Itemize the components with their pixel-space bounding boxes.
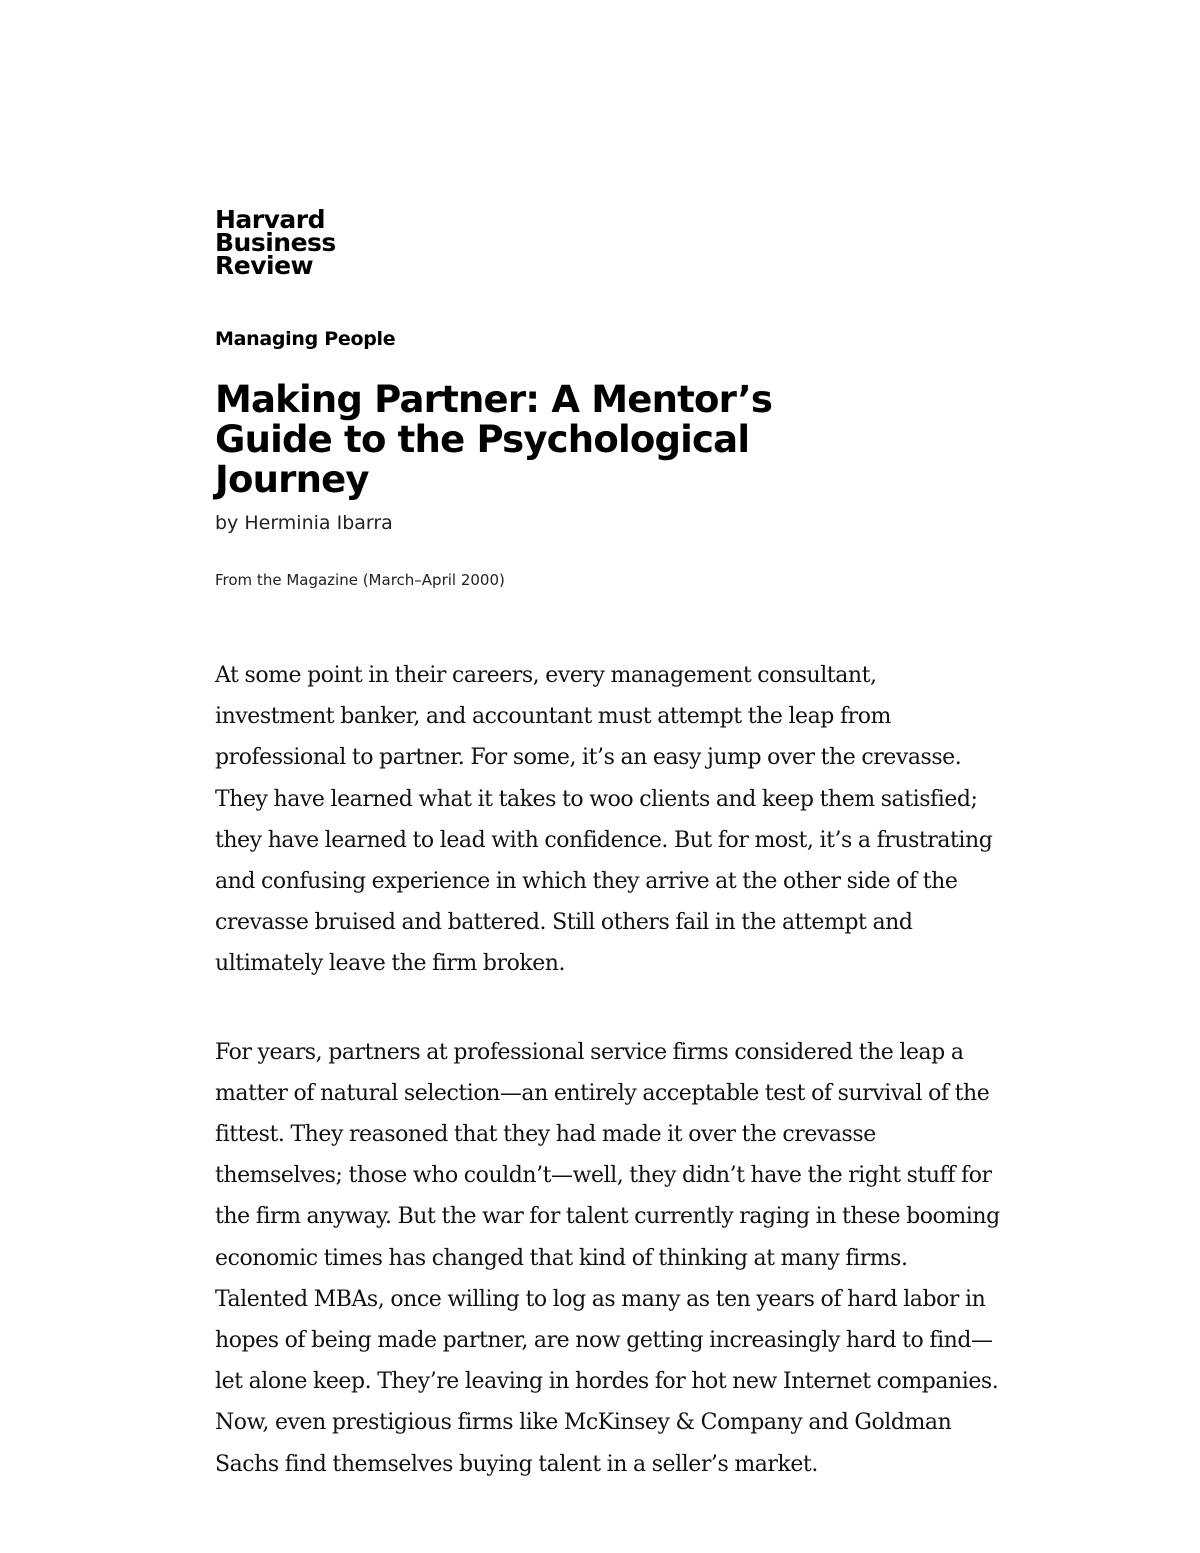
article-body <box>215 655 1000 1532</box>
logo-line-harvard: Harvard <box>215 205 326 234</box>
body-paragraph: For years, partners at professional service firms considered the leap a matter of natural selection—an entirely acceptable test of survival of the fittest. They reasoned that they had made it over the crevasse themselves; those who couldn’t—well, they didn’t have the right stuff for the firm anyway. But the war for talent currently raging in these booming economic times has changed that kind of thinking at many firms. Talented MBAs, once willing to log as many as ten years of hard labor in hopes of being made partner, are now getting increasingly hard to find—let alone keep. They’re leaving in hordes for hot new Internet companies. Now, even prestigious firms like McKinsey & Company and Goldman Sachs find themselves buying talent in a seller’s market. <box>215 1039 1000 1477</box>
article-title: Making Partner: A Mentor’s Guide to the Psychological Journey <box>215 378 773 501</box>
logo-line-review: Review <box>215 251 314 280</box>
author-byline: by Herminia Ibarra <box>215 512 393 534</box>
magazine-source: From the Magazine (March–April 2000) <box>215 571 505 589</box>
section-label: Managing People <box>215 328 396 350</box>
body-paragraph: At some point in their careers, every management consultant, investment banker, and accountant must attempt the leap from professional to partner. For some, it’s an easy jump over the crevasse. They have learned what it takes to woo clients and keep them satisfied; they have learned to lead with confidence. But for most, it’s a frustrating and confusing experience in which they arrive at the other side of the crevasse bruised and battered. Still others fail in the attempt and ultimately leave the firm broken. <box>215 663 993 977</box>
logo-line-business: Business <box>215 228 336 257</box>
hbr-logo <box>215 205 336 280</box>
